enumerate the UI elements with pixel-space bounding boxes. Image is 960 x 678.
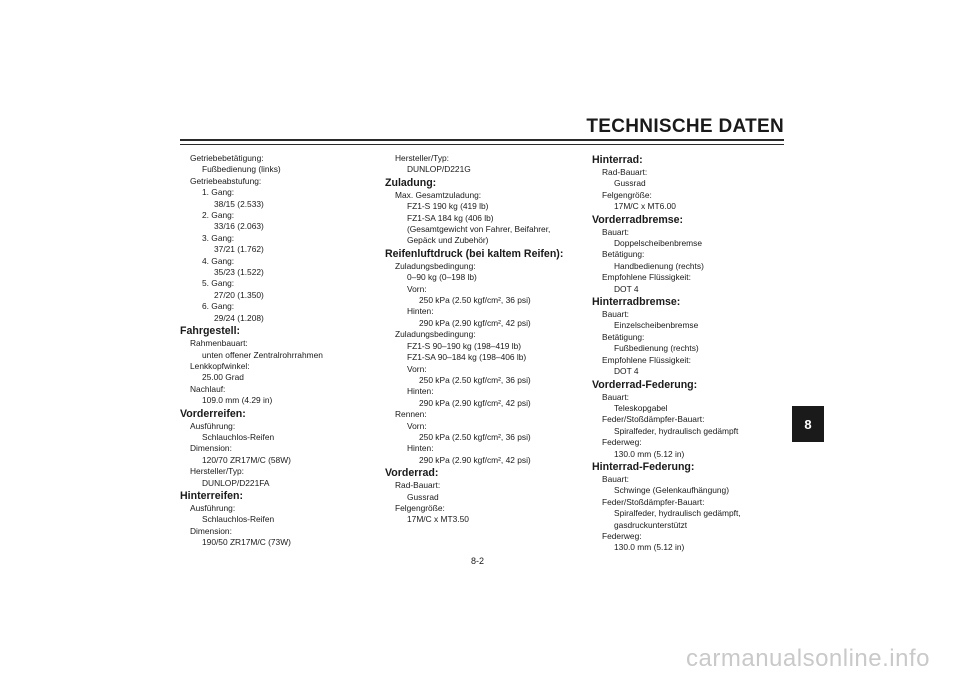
spec-value: 5. Gang: (202, 278, 235, 289)
spec-value: Doppelscheibenbremse (614, 238, 702, 249)
section-heading: Hinterrad: (592, 154, 643, 166)
spec-value: Fußbedienung (rechts) (614, 343, 699, 354)
page-title: TECHNISCHE DATEN (586, 116, 784, 137)
spec-label: Ausführung: (190, 502, 236, 513)
spec-label: Rad-Bauart: (602, 167, 648, 177)
spec-value: FZ1-SA 90–184 kg (198–406 lb) (407, 352, 527, 363)
spec-value: DUNLOP/D221FA (202, 477, 270, 488)
spec-label: Zuladungsbedingung: (395, 329, 476, 340)
spec-value: 250 kPa (2.50 kgf/cm², 36 psi) (419, 374, 531, 385)
spec-value: FZ1-SA 184 kg (406 lb) (407, 212, 494, 223)
spec-value: 290 kPa (2.90 kgf/cm², 42 psi) (419, 397, 531, 408)
spec-label: Bauart: (602, 391, 630, 402)
spec-label: Zuladungsbedingung: (395, 260, 476, 271)
spec-value: 4. Gang: (202, 255, 235, 266)
spec-value: Gussrad (614, 178, 646, 189)
spec-value: Hinten: (407, 306, 434, 317)
spec-value: 190/50 ZR17M/C (73W) (202, 537, 291, 548)
spec-label: Betätigung: (602, 249, 645, 260)
spec-label: Hersteller/Typ: (190, 466, 244, 477)
spec-value: Teleskopgabel (614, 402, 668, 413)
section-heading: Vorderreifen: (180, 407, 246, 420)
spec-value: FZ1-S 90–190 kg (198–419 lb) (407, 340, 522, 351)
spec-value: 1. Gang: (202, 187, 235, 198)
spec-value: DOT 4 (614, 366, 639, 377)
spec-value: 27/20 (1.350) (214, 289, 264, 300)
spec-label: Empfohlene Flüssigkeit: (602, 354, 691, 365)
spec-label: Getriebebetätigung: (190, 153, 264, 163)
spec-value: 33/16 (2.063) (214, 221, 264, 232)
spec-value: 130.0 mm (5.12 in) (614, 448, 685, 459)
spec-value: 250 kPa (2.50 kgf/cm², 36 psi) (419, 431, 531, 442)
page-number: 8-2 (471, 556, 485, 566)
spec-label: Nachlauf: (190, 383, 226, 394)
spec-value: Hinten: (407, 443, 434, 454)
spec-column-1 (180, 153, 370, 549)
spec-label: Dimension: (190, 525, 232, 536)
spec-value: 109.0 mm (4.29 in) (202, 395, 273, 406)
chapter-tab: 8 (792, 406, 824, 442)
spec-value: Vorn: (407, 283, 427, 294)
spec-value: Vorn: (407, 363, 427, 374)
spec-label: Betätigung: (602, 331, 645, 342)
spec-value: 38/15 (2.533) (214, 198, 264, 209)
spec-column-2 (385, 153, 570, 526)
spec-value: Hinten: (407, 386, 434, 397)
spec-label: Bauart: (602, 309, 630, 320)
spec-value: DUNLOP/D221G (407, 164, 471, 175)
spec-label: Dimension: (190, 443, 232, 454)
watermark: carmanualsonline.info (686, 645, 930, 672)
spec-value: 17M/C x MT6.00 (614, 201, 676, 212)
spec-value: gasdruckunterstützt (614, 519, 688, 530)
spec-value: Spiralfeder, hydraulisch gedämpft, (614, 508, 741, 519)
spec-value: 17M/C x MT3.50 (407, 514, 469, 525)
spec-value: unten offener Zentralrohrrahmen (202, 349, 323, 360)
spec-value: 6. Gang: (202, 301, 235, 312)
section-heading: Fahrgestell: (180, 325, 241, 338)
spec-label: Bauart: (602, 473, 630, 484)
spec-label: Feder/Stoßdämpfer-Bauart: (602, 496, 705, 507)
spec-label: Bauart: (602, 226, 630, 237)
spec-value: 120/70 ZR17M/C (58W) (202, 454, 291, 465)
spec-label: Ausführung: (190, 420, 236, 431)
spec-value: Fußbedienung (links) (202, 164, 281, 175)
spec-value: 290 kPa (2.90 kgf/cm², 42 psi) (419, 317, 531, 328)
spec-value: 0–90 kg (0–198 lb) (407, 272, 477, 283)
spec-value: Handbedienung (rechts) (614, 260, 704, 271)
section-heading: Reifenluftdruck (bei kaltem Reifen): (385, 247, 564, 260)
spec-value: 250 kPa (2.50 kgf/cm², 36 psi) (419, 295, 531, 306)
spec-value: 25.00 Grad (202, 372, 244, 383)
spec-value: DOT 4 (614, 283, 639, 294)
section-heading: Hinterreifen: (180, 489, 243, 502)
spec-value: 290 kPa (2.90 kgf/cm², 42 psi) (419, 454, 531, 465)
spec-label: Rad-Bauart: (395, 480, 441, 491)
spec-label: Hersteller/Typ: (395, 153, 449, 163)
section-heading: Vorderradbremse: (592, 213, 684, 226)
spec-value: FZ1-S 190 kg (419 lb) (407, 201, 489, 212)
spec-value: Einzelscheibenbremse (614, 320, 699, 331)
header-rule-thick (180, 139, 784, 141)
spec-value: 2. Gang: (202, 210, 235, 221)
spec-value: Schlauchlos-Reifen (202, 431, 275, 442)
spec-label: Federweg: (602, 530, 642, 541)
spec-value: Schwinge (Gelenkaufhängung) (614, 485, 730, 496)
section-heading: Hinterrad-Federung: (592, 460, 695, 473)
spec-value: Spiralfeder, hydraulisch gedämpft (614, 425, 739, 436)
header-rule-thin (180, 144, 784, 145)
section-heading: Zuladung: (385, 176, 437, 189)
spec-label: Rahmenbauart: (190, 338, 248, 349)
spec-value: 35/23 (1.522) (214, 267, 264, 278)
section-heading: Vorderrad: (385, 467, 439, 480)
spec-label: Rennen: (395, 409, 427, 420)
spec-label: Federweg: (602, 437, 642, 448)
spec-label: Max. Gesamtzuladung: (395, 189, 482, 200)
spec-label: Getriebeabstufung: (190, 175, 262, 186)
spec-value: Gepäck und Zubehör) (407, 235, 489, 246)
spec-value: Gussrad (407, 491, 439, 502)
spec-value: 3. Gang: (202, 232, 235, 243)
spec-value: 37/21 (1.762) (214, 244, 264, 255)
spec-label: Feder/Stoßdämpfer-Bauart: (602, 414, 705, 425)
section-heading: Vorderrad-Federung: (592, 378, 698, 391)
spec-label: Lenkkopfwinkel: (190, 360, 250, 371)
spec-column-3 (592, 153, 782, 554)
spec-value: 29/24 (1.208) (214, 312, 264, 323)
spec-value: Schlauchlos-Reifen (202, 514, 275, 525)
spec-label: Felgengröße: (602, 189, 652, 200)
spec-label: Empfohlene Flüssigkeit: (602, 272, 691, 283)
section-heading: Hinterradbremse: (592, 296, 681, 309)
spec-value: Vorn: (407, 420, 427, 431)
spec-value: (Gesamtgewicht von Fahrer, Beifahrer, (407, 224, 551, 235)
spec-value: 130.0 mm (5.12 in) (614, 542, 685, 553)
spec-label: Felgengröße: (395, 502, 445, 513)
